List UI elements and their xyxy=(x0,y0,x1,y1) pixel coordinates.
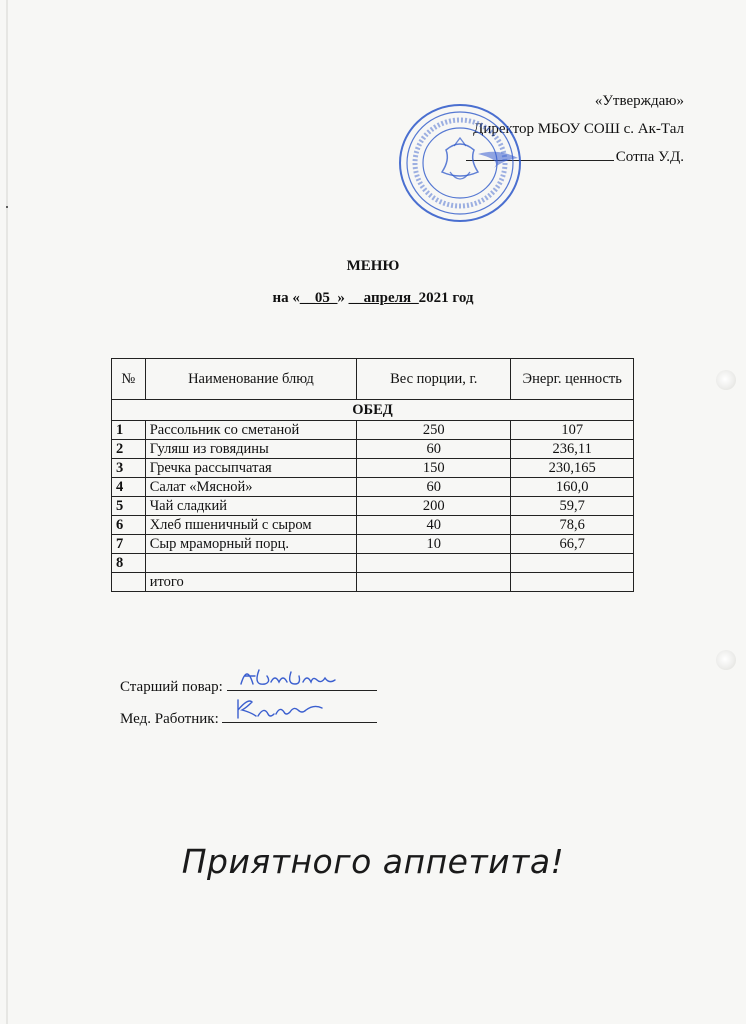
dish-weight: 40 xyxy=(357,516,511,535)
dish-energy: 78,6 xyxy=(511,516,634,535)
dish-energy: 236,11 xyxy=(511,440,634,459)
section-row xyxy=(112,400,634,421)
menu-table xyxy=(111,358,634,592)
table-row xyxy=(112,421,634,440)
dish-energy: 66,7 xyxy=(511,535,634,554)
table-row xyxy=(112,535,634,554)
dish-weight xyxy=(357,554,511,573)
school-seal-stamp xyxy=(398,102,522,224)
dish-weight: 150 xyxy=(357,459,511,478)
section-title: ОБЕД xyxy=(112,400,634,421)
header-number: № xyxy=(112,359,146,400)
date-day: __05_ xyxy=(299,290,338,306)
row-number: 7 xyxy=(112,535,146,554)
total-number-cell xyxy=(112,573,146,592)
senior-cook-label: Старший повар: xyxy=(120,679,223,695)
dish-name: Гуляш из говядины xyxy=(145,440,356,459)
table-row xyxy=(112,459,634,478)
punch-hole-top xyxy=(716,370,736,390)
dish-weight: 60 xyxy=(357,478,511,497)
dish-energy xyxy=(511,554,634,573)
approval-position: Директор МБОУ СОШ с. Ак-Тал xyxy=(473,121,684,137)
dish-name: Сыр мраморный порц. xyxy=(145,535,356,554)
row-number: 5 xyxy=(112,497,146,516)
row-number: 1 xyxy=(112,421,146,440)
dish-name xyxy=(145,554,356,573)
dish-energy: 160,0 xyxy=(511,478,634,497)
dish-energy: 107 xyxy=(511,421,634,440)
total-energy xyxy=(511,573,634,592)
table-row xyxy=(112,478,634,497)
punch-hole-bottom xyxy=(716,650,736,670)
header-weight: Вес порции, г. xyxy=(357,359,511,400)
table-header-row xyxy=(112,359,634,400)
handwritten-signature xyxy=(237,664,347,688)
row-number: 8 xyxy=(112,554,146,573)
dish-energy: 230,165 xyxy=(511,459,634,478)
dish-name: Чай сладкий xyxy=(145,497,356,516)
medic-line xyxy=(120,704,377,728)
menu-date xyxy=(0,290,746,307)
date-prefix: на « xyxy=(272,290,300,306)
senior-cook-signature xyxy=(227,672,377,691)
dish-energy: 59,7 xyxy=(511,497,634,516)
total-label: итого xyxy=(145,573,356,592)
approval-title: «Утверждаю» xyxy=(594,93,684,109)
header-dish-name: Наименование блюд xyxy=(145,359,356,400)
dish-weight: 60 xyxy=(357,440,511,459)
dish-name: Гречка рассыпчатая xyxy=(145,459,356,478)
handwritten-signature xyxy=(232,696,342,720)
medic-signature xyxy=(222,704,377,723)
date-mid: » xyxy=(337,290,349,306)
row-number: 2 xyxy=(112,440,146,459)
dish-name: Рассольник со сметаной xyxy=(145,421,356,440)
date-month: __апреля_ xyxy=(348,290,419,306)
table-row xyxy=(112,497,634,516)
table-row xyxy=(112,516,634,535)
senior-cook-line xyxy=(120,672,377,696)
date-year: 2021 год xyxy=(418,290,474,306)
total-weight xyxy=(357,573,511,592)
dish-name: Хлеб пшеничный с сыром xyxy=(145,516,356,535)
row-number: 3 xyxy=(112,459,146,478)
dish-weight: 10 xyxy=(357,535,511,554)
table-row xyxy=(112,440,634,459)
closing-wish: Приятного аппетита! xyxy=(181,842,565,881)
medic-label: Мед. Работник: xyxy=(120,711,219,727)
total-row xyxy=(112,573,634,592)
paper-speck xyxy=(6,206,8,208)
row-number: 6 xyxy=(112,516,146,535)
director-name: Сотпа У.Д. xyxy=(615,149,684,165)
dish-weight: 250 xyxy=(357,421,511,440)
page-title: МЕНЮ xyxy=(346,258,400,274)
header-energy: Энерг. ценность xyxy=(511,359,634,400)
dish-weight: 200 xyxy=(357,497,511,516)
dish-name: Салат «Мясной» xyxy=(145,478,356,497)
row-number: 4 xyxy=(112,478,146,497)
table-row xyxy=(112,554,634,573)
